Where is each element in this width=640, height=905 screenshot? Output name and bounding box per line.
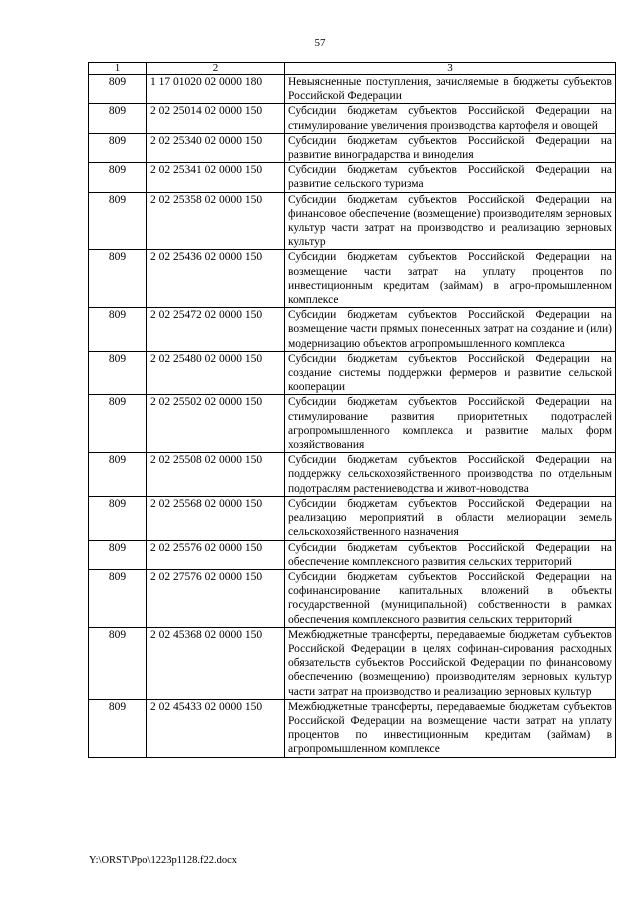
kbk-code-cell: 2 02 25576 02 0000 150	[147, 540, 285, 569]
kbk-code-cell: 2 02 45433 02 0000 150	[147, 699, 285, 757]
kbk-code-cell: 2 02 25480 02 0000 150	[147, 351, 285, 395]
table-row	[89, 104, 616, 133]
revenue-name-cell: Субсидии бюджетам субъектов Российской Федерации на финансовое обеспечение (возмещение) производителям зерновых культур части затрат на производство и реализацию зерновых культур	[285, 192, 616, 250]
kbk-code-cell: 2 02 25568 02 0000 150	[147, 496, 285, 540]
kbk-code-cell: 2 02 25340 02 0000 150	[147, 133, 285, 162]
kbk-code-cell: 2 02 25508 02 0000 150	[147, 453, 285, 497]
revenue-name-cell: Субсидии бюджетам субъектов Российской Федерации на поддержку сельскохозяйственного производства по отдельным подотраслям растениеводства и живот-новодства	[285, 453, 616, 497]
admin-code-cell: 809	[89, 250, 147, 308]
kbk-code-cell: 2 02 25014 02 0000 150	[147, 104, 285, 133]
table-row	[89, 308, 616, 352]
table-row	[89, 540, 616, 569]
table-row	[89, 569, 616, 627]
admin-code-cell: 809	[89, 699, 147, 757]
table-row	[89, 453, 616, 497]
budget-classification-table	[88, 62, 616, 758]
revenue-name-cell: Субсидии бюджетам субъектов Российской Федерации на создание системы поддержки фермеров и развитие сельской кооперации	[285, 351, 616, 395]
admin-code-cell: 809	[89, 569, 147, 627]
admin-code-cell: 809	[89, 496, 147, 540]
revenue-name-cell: Субсидии бюджетам субъектов Российской Федерации на обеспечение комплексного развития сельских территорий	[285, 540, 616, 569]
table-row	[89, 496, 616, 540]
admin-code-cell: 809	[89, 75, 147, 104]
column-header-2: 2	[147, 63, 285, 75]
revenue-name-cell: Невыясненные поступления, зачисляемые в бюджеты субъектов Российской Федерации	[285, 75, 616, 104]
kbk-code-cell: 2 02 25502 02 0000 150	[147, 395, 285, 453]
page-number: 57	[314, 37, 326, 49]
kbk-code-cell: 2 02 27576 02 0000 150	[147, 569, 285, 627]
table-row	[89, 351, 616, 395]
admin-code-cell: 809	[89, 104, 147, 133]
revenue-name-cell: Субсидии бюджетам субъектов Российской Федерации на софинансирование капитальных вложений в объекты государственной (муниципальной) собственности в рамках обеспечения комплексного развития сельских территорий	[285, 569, 616, 627]
revenue-name-cell: Межбюджетные трансферты, передаваемые бюджетам субъектов Российской Федерации в целях софинан-сирования расходных обязательств субъектов Российской Федерации по финансовому обеспечению (возмещению) производителям зерновых культур части затрат на производство и реализацию зерновых культур	[285, 627, 616, 699]
table-row	[89, 75, 616, 104]
column-header-3: 3	[285, 63, 616, 75]
table-row	[89, 192, 616, 250]
revenue-name-cell: Субсидии бюджетам субъектов Российской Федерации на развитие виноградарства и виноделия	[285, 133, 616, 162]
admin-code-cell: 809	[89, 133, 147, 162]
kbk-code-cell: 2 02 25472 02 0000 150	[147, 308, 285, 352]
admin-code-cell: 809	[89, 627, 147, 699]
table-body	[89, 75, 616, 758]
admin-code-cell: 809	[89, 540, 147, 569]
table-row	[89, 699, 616, 757]
table-row	[89, 163, 616, 192]
table-row	[89, 627, 616, 699]
revenue-name-cell: Межбюджетные трансферты, передаваемые бюджетам субъектов Российской Федерации на возмещение части затрат на уплату процентов по инвестиционным кредитам (займам) в агропромышленном комплексе	[285, 699, 616, 757]
kbk-code-cell: 2 02 45368 02 0000 150	[147, 627, 285, 699]
revenue-name-cell: Субсидии бюджетам субъектов Российской Федерации на возмещение части прямых понесенных затрат на создание и (или) модернизацию объектов агропромышленного комплекса	[285, 308, 616, 352]
admin-code-cell: 809	[89, 351, 147, 395]
table-header-row	[89, 63, 616, 75]
kbk-code-cell: 2 02 25341 02 0000 150	[147, 163, 285, 192]
revenue-name-cell: Субсидии бюджетам субъектов Российской Федерации на стимулирование развития приоритетных подотраслей агропромышленного комплекса и развитие малых форм хозяйствования	[285, 395, 616, 453]
admin-code-cell: 809	[89, 395, 147, 453]
admin-code-cell: 809	[89, 453, 147, 497]
admin-code-cell: 809	[89, 163, 147, 192]
kbk-code-cell: 1 17 01020 02 0000 180	[147, 75, 285, 104]
revenue-name-cell: Субсидии бюджетам субъектов Российской Федерации на возмещение части затрат на уплату процентов по инвестиционным кредитам (займам) в агро-промышленном комплексе	[285, 250, 616, 308]
kbk-code-cell: 2 02 25436 02 0000 150	[147, 250, 285, 308]
table-row	[89, 395, 616, 453]
revenue-name-cell: Субсидии бюджетам субъектов Российской Федерации на реализацию мероприятий в области мелиорации земель сельскохозяйственного назначения	[285, 496, 616, 540]
revenue-name-cell: Субсидии бюджетам субъектов Российской Федерации на стимулирование увеличения производства картофеля и овощей	[285, 104, 616, 133]
kbk-code-cell: 2 02 25358 02 0000 150	[147, 192, 285, 250]
admin-code-cell: 809	[89, 308, 147, 352]
file-path-footer: Y:\ORST\Ppo\1223p1128.f22.docx	[89, 855, 237, 866]
revenue-name-cell: Субсидии бюджетам субъектов Российской Федерации на развитие сельского туризма	[285, 163, 616, 192]
admin-code-cell: 809	[89, 192, 147, 250]
table-row	[89, 250, 616, 308]
table-row	[89, 133, 616, 162]
column-header-1: 1	[89, 63, 147, 75]
